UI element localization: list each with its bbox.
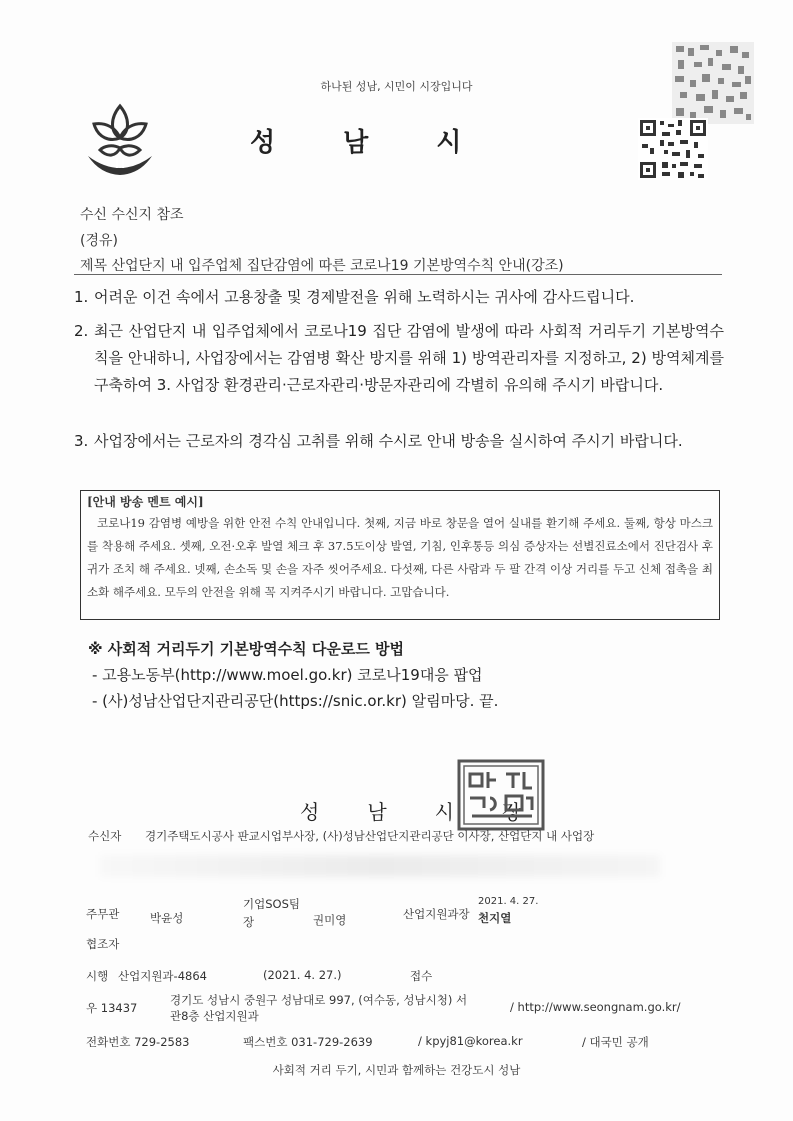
paragraph-number: 1. <box>74 288 89 306</box>
team-head-name: 권미영 <box>313 913 347 927</box>
dept-head-label: 산업지원과장 <box>403 907 470 921</box>
paragraph-text: 어려운 이건 속에서 고용창출 및 경제발전을 위해 노력하시는 귀사에 감사드립니다. <box>94 288 635 306</box>
download-item-moel: - 고용노동부(http://www.moel.go.kr) 코로나19대응 팝업 <box>92 666 483 684</box>
address-line-1: 경기도 성남시 중원구 성남대로 997, (여수동, 성남시청) 서 <box>170 993 468 1007</box>
exec-date: (2021. 4. 27.) <box>263 968 342 982</box>
paragraph-1 <box>74 284 724 311</box>
recipient-line: 수신 수신지 참조 <box>80 207 184 223</box>
exec-number: 산업지원과-4864 <box>118 969 207 983</box>
announcement-text: 코로나19 감염병 예방을 위한 안전 수칙 안내입니다. 첫째, 지금 바로 창문을 열어 실내를 환기해 주세요. 둘째, 항상 마스크를 착용해 주세요. 셋째, 오전·오후 발열 체크 후 37.5도이상 발열, 기침, 인후통등 의심 증상자는 선별진료소에서 진단검사 후 귀가 조치 해 주세요. 넷째, 손소독 및 손을 자주 씻어주세요. 다섯째, 다른 사람과 두 팔 간격 이상 거리를 두고 신체 접촉을 최소화 해주세요. 모두의 안전을 위해 꼭 지켜주시기 바랍니다. 고맙습니다. <box>87 516 713 599</box>
org-title: 성남시 <box>250 128 530 158</box>
slogan: 하나된 성남, 시민이 시장입니다 <box>320 80 473 93</box>
announcement-example-box <box>80 490 720 620</box>
team-label: 기업SOS팀 <box>243 897 300 911</box>
team-label-cont: 장 <box>243 915 255 929</box>
paragraph-text: 사업장에서는 근로자의 경각심 고취를 위해 수시로 안내 방송을 실시하여 주시기 바랍니다. <box>94 432 683 450</box>
qr-code <box>638 118 708 180</box>
sender-name: 성남시장 <box>300 800 570 824</box>
email-address[interactable]: / kpyj81@korea.kr <box>418 1034 523 1048</box>
address-line-2: 관8층 산업지원과 <box>170 1009 259 1023</box>
paragraph-2 <box>74 318 724 399</box>
exec-label: 시행 <box>86 969 109 983</box>
disclosure-status: / 대국민 공개 <box>582 1035 649 1049</box>
subject-divider <box>74 274 722 275</box>
redacted-smudge <box>100 855 660 877</box>
paragraph-3 <box>74 428 724 455</box>
footer-motto: 사회적 거리 두기, 시민과 함께하는 건강도시 성남 <box>272 1063 521 1077</box>
download-item-snic: - (사)성남산업단지관리공단(https://snic.or.kr) 알림마당. 끝. <box>92 692 499 710</box>
dept-head-name: 천지열 <box>478 911 512 925</box>
official-seal <box>456 758 546 832</box>
announcement-title: [안내 방송 멘트 예시] <box>87 495 204 509</box>
paragraph-number: 2. <box>74 322 89 340</box>
cooperator-label: 협조자 <box>86 937 120 951</box>
website-link[interactable]: / http://www.seongnam.go.kr/ <box>510 1000 681 1014</box>
paragraph-text: 최근 산업단지 내 입주업체에서 코로나19 집단 감염에 발생에 따라 사회적 거리두기 기본방역수칙을 안내하니, 사업장에서는 감염병 확산 방지를 위해 1) 방역관리자를 지정하고, 2) 방역체계를 구축하여 3. 사업장 환경관리·근로자관리·방문자관리에 각별히 유의해 주시기 바랍니다. <box>94 322 724 394</box>
recipients-list: 경기주택도시공사 판교시업부사장, (사)성남산업단지관리공단 이사장, 산업단지 내 사업장 <box>145 829 595 843</box>
approval-date: 2021. 4. 27. <box>478 896 539 907</box>
drafter-label: 주무관 <box>86 907 120 921</box>
subject-line: 제목 산업단지 내 입주업체 집단감염에 따른 코로나19 기본방역수칙 안내(강조) <box>80 258 564 274</box>
fax-number: 팩스번호 031-729-2639 <box>243 1035 373 1049</box>
receipt-label: 접수 <box>410 969 433 983</box>
paragraph-number: 3. <box>74 432 89 450</box>
recipients-label: 수신자 <box>88 829 122 843</box>
postal-code: 우 13437 <box>86 1001 138 1015</box>
seongnam-logo <box>80 98 160 178</box>
drafter-name: 박윤성 <box>150 911 184 925</box>
phone-number: 전화번호 729-2583 <box>86 1035 190 1049</box>
via-line: (경유) <box>80 233 118 249</box>
download-heading: ※ 사회적 거리두기 기본방역수칙 다운로드 방법 <box>88 640 405 658</box>
qr-code-image <box>672 42 754 124</box>
